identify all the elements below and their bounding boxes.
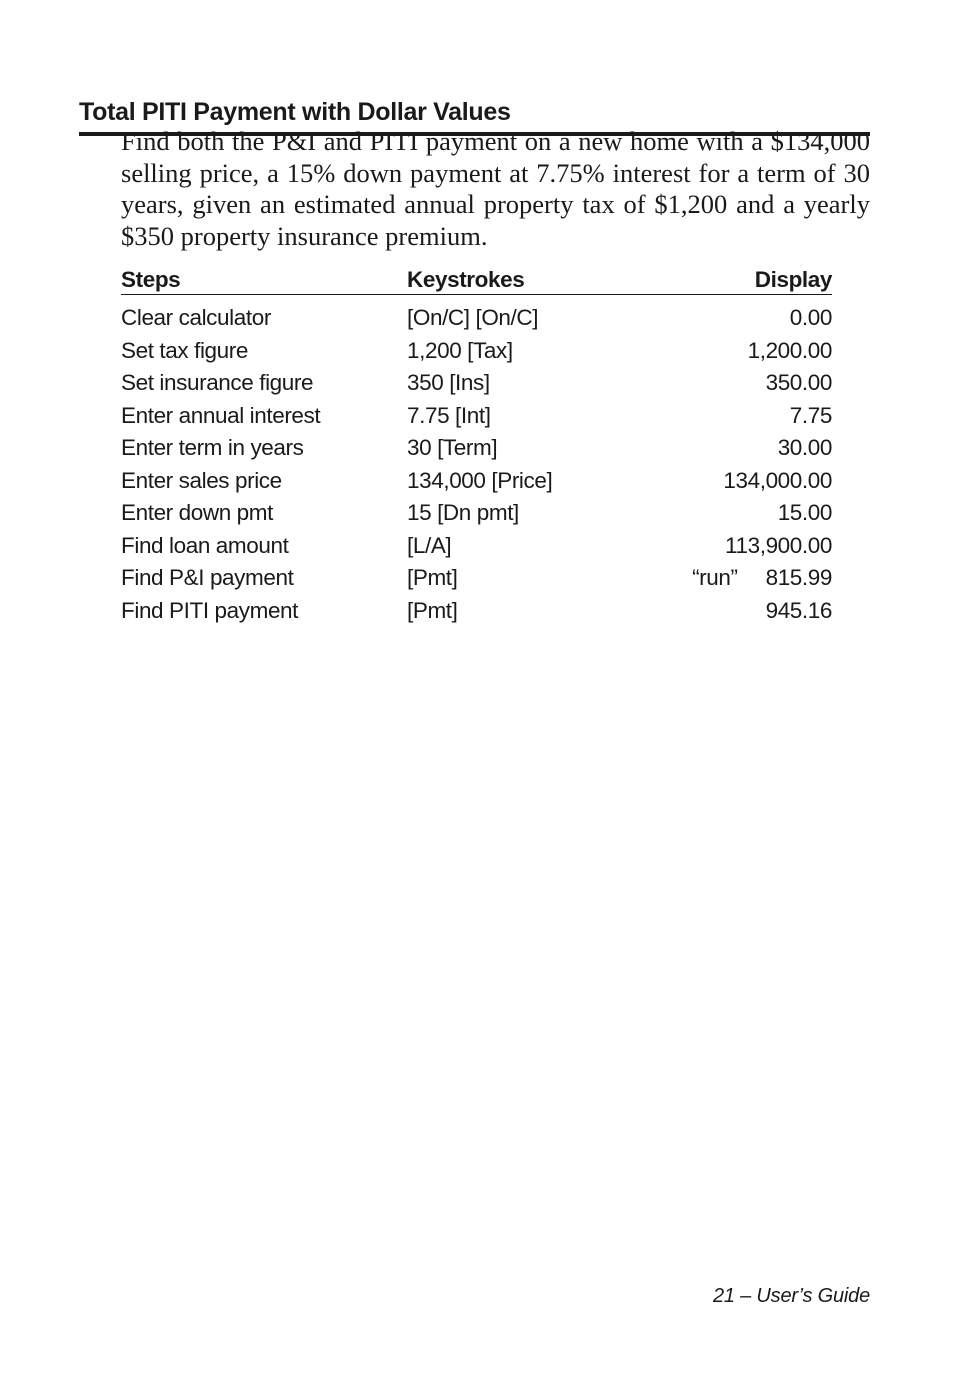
table-row: [121, 465, 832, 498]
section-title: Total PITI Payment with Dollar Values: [79, 95, 870, 136]
display-value-cell: [662, 302, 832, 335]
step-label: Clear calculator: [121, 305, 271, 330]
keystrokes: 350 [Ins]: [407, 370, 490, 395]
step-label: Enter annual interest: [121, 402, 321, 428]
keystrokes: 7.75 [Int]: [407, 402, 491, 428]
step-label: Find P&I payment: [121, 565, 294, 590]
intro-paragraph: Find both the P&I and PITI payment on a new home with a $134,000 selling price, a 15% down payment at 7.75% interest for a term of 30 years, given an estimated annual property tax of $1,200 and a yearly $350 property insurance premium.: [121, 126, 870, 251]
display-value-cell: [662, 400, 832, 433]
table-body: [121, 295, 832, 627]
display-value-cell: [662, 335, 832, 368]
display-value: 0.00: [789, 305, 832, 330]
display-value-cell: [662, 595, 832, 628]
display-value-cell: [662, 530, 832, 563]
keystrokes: 15 [Dn pmt]: [407, 500, 519, 525]
table-row: [121, 302, 832, 335]
keystrokes: [Pmt]: [407, 565, 458, 590]
table-row: [121, 400, 832, 433]
step-label: Enter term in years: [121, 435, 304, 460]
step-label: Enter down pmt: [121, 500, 273, 525]
step-label: Find loan amount: [121, 532, 289, 558]
display-value-cell: [662, 432, 832, 465]
display-value: 30.00: [777, 435, 832, 460]
display-value-cell: [662, 465, 832, 498]
header-keystrokes: Keystrokes: [407, 267, 525, 292]
table-row: [121, 367, 832, 400]
keystrokes: [L/A]: [407, 532, 452, 558]
display-value-cell: [662, 497, 832, 530]
header-display: Display: [754, 267, 832, 292]
display-value: 113,900.00: [725, 532, 832, 558]
table-row: [121, 562, 832, 595]
step-label: Enter sales price: [121, 467, 282, 493]
table-row: [121, 530, 832, 563]
table-row: [121, 497, 832, 530]
display-value: 815.99: [765, 565, 832, 590]
display-value: 7.75: [789, 402, 832, 428]
table-header-row: [121, 264, 832, 295]
keystrokes: 1,200 [Tax]: [407, 337, 513, 363]
table-row: [121, 595, 832, 628]
page-footer: 21 – User’s Guide: [712, 1285, 870, 1307]
display-value: 350.00: [765, 370, 832, 395]
keystrokes: [Pmt]: [407, 597, 458, 623]
header-steps: Steps: [121, 267, 181, 292]
display-value-cell: [662, 562, 832, 595]
step-label: Find PITI payment: [121, 597, 299, 623]
keystroke-table: [121, 264, 832, 627]
display-value: 15.00: [777, 500, 832, 525]
keystrokes: 134,000 [Price]: [407, 467, 553, 493]
table-row: [121, 335, 832, 368]
display-value: 1,200.00: [747, 337, 832, 363]
table-row: [121, 432, 832, 465]
display-note: “run”: [692, 565, 738, 590]
step-label: Set tax figure: [121, 337, 248, 363]
display-value-cell: [662, 367, 832, 400]
keystrokes: 30 [Term]: [407, 435, 498, 460]
keystrokes: [On/C] [On/C]: [407, 305, 539, 330]
display-value: 134,000.00: [723, 467, 832, 493]
step-label: Set insurance figure: [121, 370, 314, 395]
display-value: 945.16: [765, 597, 832, 623]
